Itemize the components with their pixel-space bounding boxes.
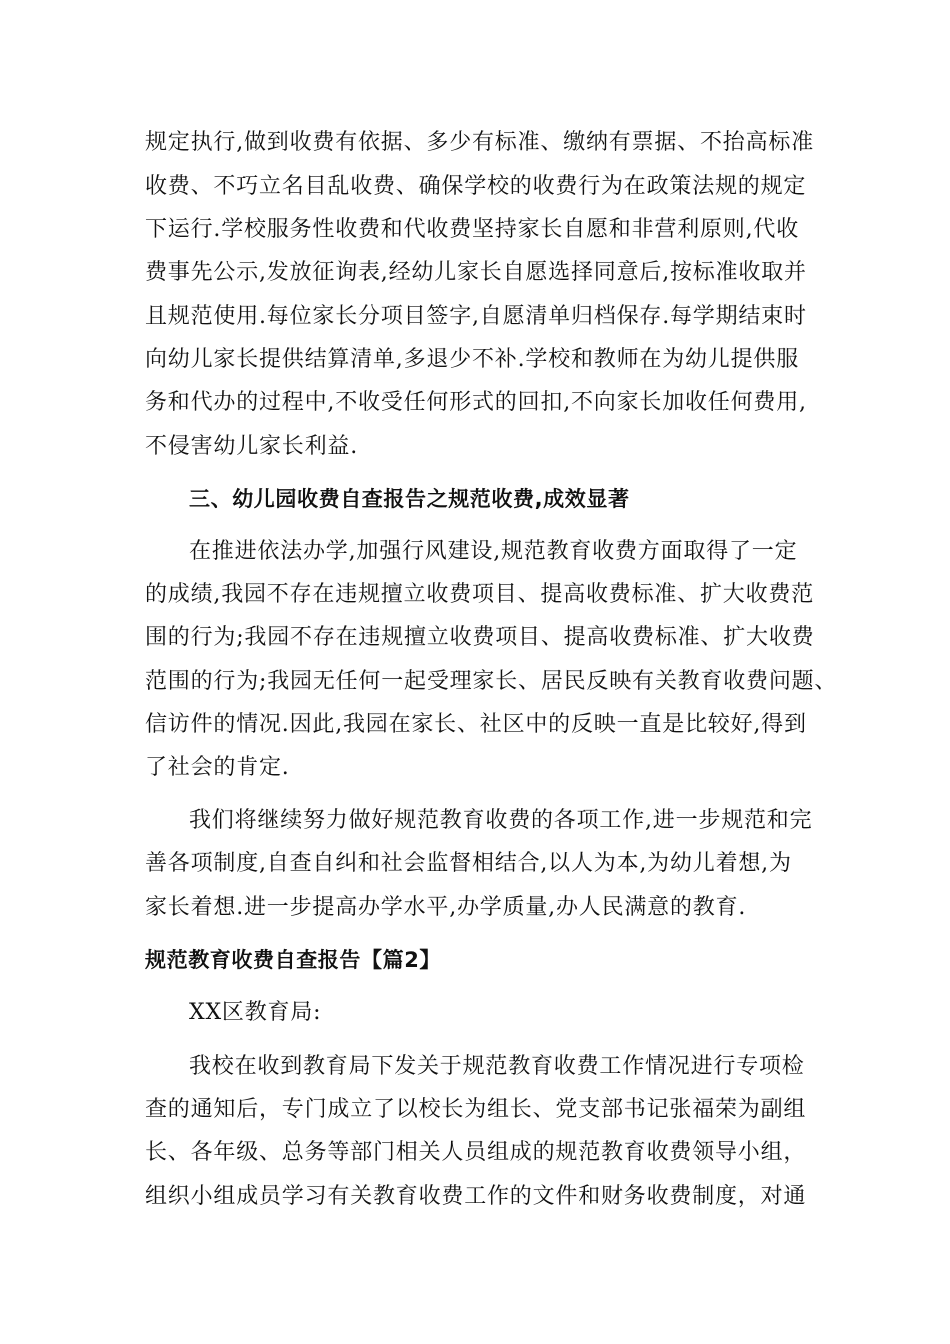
paragraph-line: 了社会的肯定. [145,755,290,780]
section-heading: 三、幼儿园收费自查报告之规范收费,成效显著 [189,487,630,511]
paragraph-line: 围的行为;我园不存在违规擅立收费项目、提高收费标准、扩大收费 [145,625,815,650]
paragraph-line: 在推进依法办学,加强行风建设,规范教育收费方面取得了一定 [189,539,798,564]
salutation: XX区教育局: [189,1000,322,1025]
paragraph-line: 组织小组成员学习有关教育收费工作的文件和财务收费制度，对通 [145,1184,807,1209]
paragraph-line: 务和代办的过程中,不收受任何形式的回扣,不向家长加收任何费用, [145,390,807,415]
paragraph-line: 且规范使用.每位家长分项目签字,自愿清单归档保存.每学期结束时 [145,304,807,329]
paragraph-line: 我校在收到教育局下发关于规范教育收费工作情况进行专项检 [189,1054,805,1079]
paragraph-line: 善各项制度,自查自纠和社会监督相结合,以人为本,为幼儿着想,为 [145,851,792,876]
paragraph-line: 范围的行为;我园无任何一起受理家长、居民反映有关教育收费问题、 [145,669,838,694]
paragraph-line: 的成绩,我园不存在违规擅立收费项目、提高收费标准、扩大收费范 [145,582,814,607]
paragraph-line: 查的通知后，专门成立了以校长为组长、党支部书记张福荣为副组 [145,1097,807,1122]
paragraph-line: 长、各年级、总务等部门相关人员组成的规范教育收费领导小组， [145,1140,807,1165]
paragraph-line: 规定执行,做到收费有依据、多少有标准、缴纳有票据、不抬高标准 [145,130,814,155]
paragraph-line: 收费、不巧立名目乱收费、确保学校的收费行为在政策法规的规定 [145,174,807,199]
paragraph-line: 家长着想.进一步提高办学水平,办学质量,办人民满意的教育. [145,895,747,920]
paragraph-line: 向幼儿家长提供结算清单,多退少不补.学校和教师在为幼儿提供服 [145,347,799,372]
paragraph-line: 不侵害幼儿家长利益. [145,434,358,459]
paragraph-line: 信访件的情况.因此,我园在家长、社区中的反映一直是比较好,得到 [145,712,807,737]
paragraph-line: 费事先公示,发放征询表,经幼儿家长自愿选择同意后,按标准收取并 [145,260,807,285]
part-title: 规范教育收费自查报告【篇2】 [145,948,442,972]
paragraph-line: 下运行.学校服务性收费和代收费坚持家长自愿和非营利原则,代收 [145,217,799,242]
paragraph-line: 我们将继续努力做好规范教育收费的各项工作,进一步规范和完 [189,808,813,833]
